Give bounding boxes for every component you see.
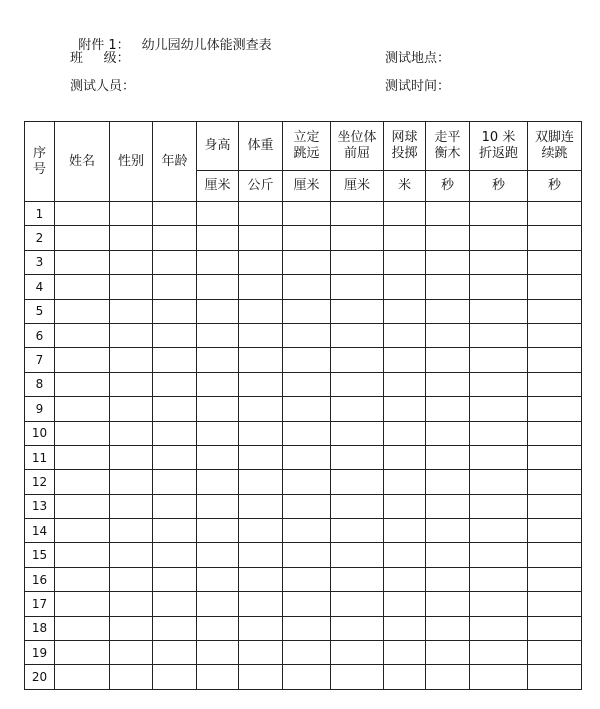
table-cell[interactable] <box>153 519 197 543</box>
table-cell[interactable] <box>331 665 384 689</box>
table-row <box>25 470 582 494</box>
row-number: 9 <box>25 397 55 421</box>
table-cell[interactable] <box>197 592 239 616</box>
table-cell[interactable] <box>153 470 197 494</box>
unit-weight: 公斤 <box>239 171 283 202</box>
table-cell[interactable] <box>331 470 384 494</box>
row-number: 14 <box>25 519 55 543</box>
table-cell[interactable] <box>528 275 582 299</box>
table-cell[interactable] <box>197 250 239 274</box>
table-cell[interactable] <box>153 250 197 274</box>
header-row <box>25 122 582 171</box>
table-cell[interactable] <box>426 616 470 640</box>
table-cell[interactable] <box>283 616 331 640</box>
table-cell[interactable] <box>384 202 426 226</box>
time-field-label: 测试时间： <box>385 79 451 94</box>
table-cell[interactable] <box>239 323 283 347</box>
table-cell[interactable] <box>528 641 582 665</box>
table-cell[interactable] <box>426 250 470 274</box>
table-row <box>25 567 582 591</box>
table-cell[interactable] <box>55 397 110 421</box>
table-cell[interactable] <box>528 665 582 689</box>
table-cell[interactable] <box>426 543 470 567</box>
table-cell[interactable] <box>239 348 283 372</box>
table-cell[interactable] <box>426 519 470 543</box>
table-cell[interactable] <box>239 470 283 494</box>
table-cell[interactable] <box>426 226 470 250</box>
table-cell[interactable] <box>331 567 384 591</box>
table-cell[interactable] <box>384 567 426 591</box>
table-cell[interactable] <box>110 665 153 689</box>
table-cell[interactable] <box>239 543 283 567</box>
table-row <box>25 397 582 421</box>
table-cell[interactable] <box>426 202 470 226</box>
table-cell[interactable] <box>384 543 426 567</box>
table-cell[interactable] <box>153 397 197 421</box>
table-cell[interactable] <box>283 202 331 226</box>
table-cell[interactable] <box>239 567 283 591</box>
table-cell[interactable] <box>239 494 283 518</box>
col-header-standing-jump: 立定跳远 <box>283 122 331 171</box>
table-cell[interactable] <box>239 592 283 616</box>
table-cell[interactable] <box>239 397 283 421</box>
table-cell[interactable] <box>197 494 239 518</box>
table-cell[interactable] <box>283 494 331 518</box>
table-cell[interactable] <box>283 445 331 469</box>
table-row <box>25 348 582 372</box>
table-cell[interactable] <box>470 592 528 616</box>
table-row <box>25 372 582 396</box>
table-cell[interactable] <box>153 299 197 323</box>
table-cell[interactable] <box>331 592 384 616</box>
table-cell[interactable] <box>197 372 239 396</box>
table-cell[interactable] <box>153 348 197 372</box>
table-cell[interactable] <box>331 348 384 372</box>
table-cell[interactable] <box>331 519 384 543</box>
table-cell[interactable] <box>528 299 582 323</box>
table-cell[interactable] <box>110 470 153 494</box>
table-cell[interactable] <box>470 202 528 226</box>
table-cell[interactable] <box>110 519 153 543</box>
table-cell[interactable] <box>153 372 197 396</box>
table-cell[interactable] <box>426 470 470 494</box>
table-cell[interactable] <box>239 616 283 640</box>
table-cell[interactable] <box>197 445 239 469</box>
table-cell[interactable] <box>283 299 331 323</box>
form-title: 幼儿园幼儿体能测查表 <box>141 38 272 53</box>
table-cell[interactable] <box>239 641 283 665</box>
table-cell[interactable] <box>283 275 331 299</box>
table-cell[interactable] <box>331 299 384 323</box>
table-cell[interactable] <box>110 543 153 567</box>
table-cell[interactable] <box>197 641 239 665</box>
table-cell[interactable] <box>528 519 582 543</box>
table-cell[interactable] <box>470 323 528 347</box>
table-cell[interactable] <box>197 275 239 299</box>
table-row <box>25 421 582 445</box>
col-header-age: 年龄 <box>153 122 197 202</box>
table-row <box>25 592 582 616</box>
table-cell[interactable] <box>384 470 426 494</box>
row-number: 8 <box>25 372 55 396</box>
row-number: 6 <box>25 323 55 347</box>
table-cell[interactable] <box>110 202 153 226</box>
col-header-balance-beam: 走平衡木 <box>426 122 470 171</box>
table-cell[interactable] <box>283 592 331 616</box>
table-cell[interactable] <box>331 202 384 226</box>
table-cell[interactable] <box>331 421 384 445</box>
table-cell[interactable] <box>528 470 582 494</box>
table-cell[interactable] <box>153 494 197 518</box>
table-cell[interactable] <box>153 616 197 640</box>
table-cell[interactable] <box>331 226 384 250</box>
col-header-index: 序号 <box>25 122 55 202</box>
table-cell[interactable] <box>110 397 153 421</box>
table-cell[interactable] <box>55 519 110 543</box>
table-cell[interactable] <box>426 348 470 372</box>
table-cell[interactable] <box>528 348 582 372</box>
table-cell[interactable] <box>426 567 470 591</box>
table-cell[interactable] <box>153 323 197 347</box>
table-cell[interactable] <box>110 348 153 372</box>
table-cell[interactable] <box>110 616 153 640</box>
table-cell[interactable] <box>110 494 153 518</box>
table-row <box>25 226 582 250</box>
table-cell[interactable] <box>55 616 110 640</box>
table-cell[interactable] <box>384 641 426 665</box>
staff-field-label: 测试人员： <box>70 79 136 94</box>
table-cell[interactable] <box>239 421 283 445</box>
table-cell[interactable] <box>426 445 470 469</box>
table-cell[interactable] <box>197 567 239 591</box>
table-cell[interactable] <box>470 519 528 543</box>
table-cell[interactable] <box>426 275 470 299</box>
table-cell[interactable] <box>110 226 153 250</box>
row-number: 16 <box>25 567 55 591</box>
unit-sit-reach: 厘米 <box>331 171 384 202</box>
table-cell[interactable] <box>55 470 110 494</box>
table-cell[interactable] <box>283 323 331 347</box>
table-cell[interactable] <box>239 226 283 250</box>
row-number: 10 <box>25 421 55 445</box>
table-cell[interactable] <box>426 372 470 396</box>
class-field-label: 班 级： <box>70 51 130 66</box>
table-cell[interactable] <box>384 299 426 323</box>
table-cell[interactable] <box>470 616 528 640</box>
table-cell[interactable] <box>283 519 331 543</box>
table-cell[interactable] <box>470 543 528 567</box>
table-cell[interactable] <box>528 567 582 591</box>
table-cell[interactable] <box>153 665 197 689</box>
table-row <box>25 616 582 640</box>
table-cell[interactable] <box>384 445 426 469</box>
table-cell[interactable] <box>470 275 528 299</box>
table-cell[interactable] <box>528 421 582 445</box>
table-cell[interactable] <box>239 250 283 274</box>
table-cell[interactable] <box>384 226 426 250</box>
table-cell[interactable] <box>197 665 239 689</box>
table-cell[interactable] <box>153 275 197 299</box>
col-header-tennis-throw: 网球投掷 <box>384 122 426 171</box>
table-cell[interactable] <box>470 397 528 421</box>
table-cell[interactable] <box>384 616 426 640</box>
table-cell[interactable] <box>426 299 470 323</box>
unit-balance-beam: 秒 <box>426 171 470 202</box>
table-cell[interactable] <box>153 421 197 445</box>
row-number: 15 <box>25 543 55 567</box>
unit-tennis-throw: 米 <box>384 171 426 202</box>
table-row <box>25 275 582 299</box>
table-cell[interactable] <box>283 372 331 396</box>
table-cell[interactable] <box>283 641 331 665</box>
table-cell[interactable] <box>55 641 110 665</box>
row-number: 19 <box>25 641 55 665</box>
table-cell[interactable] <box>528 202 582 226</box>
table-cell[interactable] <box>384 421 426 445</box>
col-header-height: 身高 <box>197 122 239 171</box>
table-cell[interactable] <box>239 202 283 226</box>
table-row <box>25 641 582 665</box>
row-number: 13 <box>25 494 55 518</box>
col-header-gender: 性别 <box>110 122 153 202</box>
table-cell[interactable] <box>384 250 426 274</box>
table-cell[interactable] <box>331 275 384 299</box>
table-cell[interactable] <box>110 421 153 445</box>
col-header-weight: 体重 <box>239 122 283 171</box>
table-cell[interactable] <box>283 470 331 494</box>
table-cell[interactable] <box>331 250 384 274</box>
row-number: 18 <box>25 616 55 640</box>
table-cell[interactable] <box>426 641 470 665</box>
table-cell[interactable] <box>528 543 582 567</box>
table-cell[interactable] <box>110 250 153 274</box>
table-cell[interactable] <box>426 421 470 445</box>
table-cell[interactable] <box>110 275 153 299</box>
table-row <box>25 543 582 567</box>
table-row <box>25 519 582 543</box>
table-cell[interactable] <box>331 641 384 665</box>
table-cell[interactable] <box>331 494 384 518</box>
table-cell[interactable] <box>153 543 197 567</box>
row-number: 20 <box>25 665 55 689</box>
table-cell[interactable] <box>197 202 239 226</box>
attachment-label: 附件 1： <box>78 38 130 53</box>
table-cell[interactable] <box>197 470 239 494</box>
table-cell[interactable] <box>239 665 283 689</box>
table-cell[interactable] <box>426 494 470 518</box>
table-cell[interactable] <box>197 323 239 347</box>
table-cell[interactable] <box>239 372 283 396</box>
table-cell[interactable] <box>55 226 110 250</box>
table-cell[interactable] <box>197 421 239 445</box>
table-cell[interactable] <box>470 250 528 274</box>
col-header-shuttle-run: 10 米折返跑 <box>470 122 528 171</box>
table-cell[interactable] <box>110 372 153 396</box>
table-row <box>25 299 582 323</box>
table-cell[interactable] <box>384 323 426 347</box>
table-cell[interactable] <box>470 372 528 396</box>
unit-shuttle-run: 秒 <box>470 171 528 202</box>
table-cell[interactable] <box>470 226 528 250</box>
table-cell[interactable] <box>197 397 239 421</box>
table-cell[interactable] <box>197 616 239 640</box>
table-cell[interactable] <box>110 445 153 469</box>
table-cell[interactable] <box>55 421 110 445</box>
table-cell[interactable] <box>153 641 197 665</box>
table-cell[interactable] <box>283 567 331 591</box>
table-cell[interactable] <box>110 641 153 665</box>
table-cell[interactable] <box>331 616 384 640</box>
col-header-double-jump: 双脚连续跳 <box>528 122 582 171</box>
table-row <box>25 494 582 518</box>
table-cell[interactable] <box>528 226 582 250</box>
table-cell[interactable] <box>384 665 426 689</box>
table-cell[interactable] <box>331 372 384 396</box>
table-cell[interactable] <box>470 641 528 665</box>
col-header-sit-reach: 坐位体前屈 <box>331 122 384 171</box>
table-cell[interactable] <box>528 592 582 616</box>
table-cell[interactable] <box>110 592 153 616</box>
table-cell[interactable] <box>55 592 110 616</box>
table-cell[interactable] <box>55 250 110 274</box>
table-cell[interactable] <box>55 567 110 591</box>
table-cell[interactable] <box>239 275 283 299</box>
table-cell[interactable] <box>55 372 110 396</box>
row-number: 7 <box>25 348 55 372</box>
row-number: 2 <box>25 226 55 250</box>
table-cell[interactable] <box>283 348 331 372</box>
table-cell[interactable] <box>384 397 426 421</box>
row-number: 11 <box>25 445 55 469</box>
fitness-test-table <box>24 121 582 690</box>
table-row <box>25 202 582 226</box>
table-cell[interactable] <box>528 494 582 518</box>
table-cell[interactable] <box>55 348 110 372</box>
unit-double-jump: 秒 <box>528 171 582 202</box>
table-cell[interactable] <box>239 445 283 469</box>
table-cell[interactable] <box>331 543 384 567</box>
table-cell[interactable] <box>283 397 331 421</box>
row-number: 4 <box>25 275 55 299</box>
table-cell[interactable] <box>528 323 582 347</box>
table-cell[interactable] <box>239 519 283 543</box>
table-row <box>25 665 582 689</box>
table-cell[interactable] <box>55 543 110 567</box>
table-cell[interactable] <box>283 250 331 274</box>
table-row <box>25 445 582 469</box>
table-cell[interactable] <box>110 323 153 347</box>
table-cell[interactable] <box>384 494 426 518</box>
table-cell[interactable] <box>331 397 384 421</box>
table-cell[interactable] <box>55 202 110 226</box>
table-cell[interactable] <box>470 348 528 372</box>
col-header-name: 姓名 <box>55 122 110 202</box>
table-cell[interactable] <box>331 445 384 469</box>
table-cell[interactable] <box>153 592 197 616</box>
table-cell[interactable] <box>384 348 426 372</box>
table-cell[interactable] <box>55 275 110 299</box>
table-cell[interactable] <box>110 567 153 591</box>
table-cell[interactable] <box>55 445 110 469</box>
unit-standing-jump: 厘米 <box>283 171 331 202</box>
row-number: 12 <box>25 470 55 494</box>
table-cell[interactable] <box>426 592 470 616</box>
location-field-label: 测试地点： <box>385 51 451 66</box>
table-cell[interactable] <box>55 323 110 347</box>
table-cell[interactable] <box>384 519 426 543</box>
table-cell[interactable] <box>470 445 528 469</box>
table-cell[interactable] <box>283 226 331 250</box>
table-cell[interactable] <box>528 616 582 640</box>
table-cell[interactable] <box>197 519 239 543</box>
table-row <box>25 250 582 274</box>
table-cell[interactable] <box>426 323 470 347</box>
table-cell[interactable] <box>283 421 331 445</box>
table-cell[interactable] <box>197 543 239 567</box>
table-cell[interactable] <box>197 226 239 250</box>
row-number: 3 <box>25 250 55 274</box>
table-cell[interactable] <box>470 494 528 518</box>
table-cell[interactable] <box>331 323 384 347</box>
table-cell[interactable] <box>197 348 239 372</box>
table-cell[interactable] <box>283 543 331 567</box>
table-cell[interactable] <box>528 250 582 274</box>
table-cell[interactable] <box>470 567 528 591</box>
table-row <box>25 323 582 347</box>
table-cell[interactable] <box>384 592 426 616</box>
table-cell[interactable] <box>55 494 110 518</box>
table-cell[interactable] <box>384 275 426 299</box>
row-number: 17 <box>25 592 55 616</box>
table-cell[interactable] <box>528 445 582 469</box>
row-number: 1 <box>25 202 55 226</box>
table-cell[interactable] <box>110 299 153 323</box>
table-cell[interactable] <box>239 299 283 323</box>
table-cell[interactable] <box>470 299 528 323</box>
table-cell[interactable] <box>283 665 331 689</box>
table-cell[interactable] <box>528 397 582 421</box>
table-cell[interactable] <box>153 445 197 469</box>
row-number: 5 <box>25 299 55 323</box>
table-cell[interactable] <box>197 299 239 323</box>
table-cell[interactable] <box>426 665 470 689</box>
unit-height: 厘米 <box>197 171 239 202</box>
table-cell[interactable] <box>153 226 197 250</box>
table-cell[interactable] <box>55 665 110 689</box>
table-cell[interactable] <box>470 421 528 445</box>
table-cell[interactable] <box>153 567 197 591</box>
table-cell[interactable] <box>528 372 582 396</box>
table-cell[interactable] <box>426 397 470 421</box>
table-cell[interactable] <box>470 665 528 689</box>
table-cell[interactable] <box>470 470 528 494</box>
table-cell[interactable] <box>55 299 110 323</box>
table-cell[interactable] <box>153 202 197 226</box>
table-cell[interactable] <box>384 372 426 396</box>
